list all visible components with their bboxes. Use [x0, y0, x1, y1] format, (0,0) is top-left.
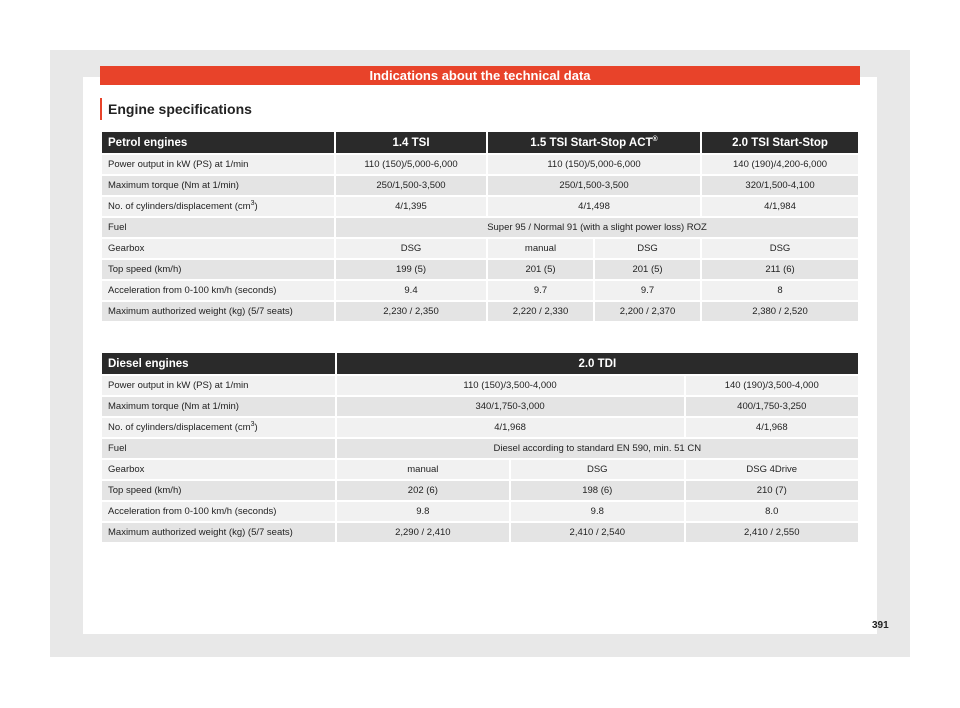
table-row: [102, 439, 858, 458]
chapter-banner: Indications about the technical data: [100, 66, 860, 85]
table-cell: 4/1,968: [337, 418, 684, 437]
table-cell: 9.7: [595, 281, 700, 300]
row-label: Acceleration from 0-100 km/h (seconds): [102, 281, 334, 300]
table-cell: 9.7: [488, 281, 593, 300]
table-cell: 2,230 / 2,350: [336, 302, 486, 321]
column-header: 2.0 TSI Start-Stop: [702, 132, 858, 153]
row-label: Maximum authorized weight (kg) (5/7 seats): [102, 523, 335, 542]
table-cell: DSG: [336, 239, 486, 258]
table-cell: 2,200 / 2,370: [595, 302, 700, 321]
row-label: Acceleration from 0-100 km/h (seconds): [102, 502, 335, 521]
table-cell: 4/1,395: [336, 197, 486, 216]
row-label: No. of cylinders/displacement $(cm^3)$: [102, 197, 334, 216]
table-row: [102, 481, 858, 500]
table-cell: 198 (6): [511, 481, 683, 500]
section-title: Engine specifications: [100, 98, 252, 120]
table-cell: 2,380 / 2,520: [702, 302, 858, 321]
row-label: No. of cylinders/displacement $(cm^3)$: [102, 418, 335, 437]
table-cell: 320/1,500-4,100: [702, 176, 858, 195]
table-cell: 9.4: [336, 281, 486, 300]
table-cell: 250/1,500-3,500: [488, 176, 700, 195]
table-cell: 210 (7): [686, 481, 858, 500]
table-row: [102, 302, 858, 321]
table-cell: 199 (5): [336, 260, 486, 279]
row-label: Top speed (km/h): [102, 260, 334, 279]
table-row: [102, 418, 858, 437]
table-cell: 8.0: [686, 502, 858, 521]
table-cell: DSG 4Drive: [686, 460, 858, 479]
table-row: [102, 376, 858, 395]
row-label: Fuel: [102, 439, 335, 458]
row-label: Power output in kW (PS) at 1/min: [102, 155, 334, 174]
row-label: Maximum torque (Nm at 1/min): [102, 176, 334, 195]
column-header: 1.4 TSI: [336, 132, 486, 153]
row-label: Gearbox: [102, 460, 335, 479]
table-row: [102, 197, 858, 216]
column-header: Petrol engines: [102, 132, 334, 153]
table-cell: 2,220 / 2,330: [488, 302, 593, 321]
petrol-engines-table: [100, 130, 860, 323]
table-header-row: [102, 353, 858, 374]
table-row: [102, 155, 858, 174]
table-cell: 250/1,500-3,500: [336, 176, 486, 195]
column-header: Diesel engines: [102, 353, 335, 374]
table-row: [102, 281, 858, 300]
table-cell: 9.8: [511, 502, 683, 521]
row-label: Maximum authorized weight (kg) (5/7 seats): [102, 302, 334, 321]
table-row: [102, 397, 858, 416]
table-row: [102, 502, 858, 521]
table-header-row: [102, 132, 858, 153]
table-cell: manual: [337, 460, 509, 479]
table-row: [102, 260, 858, 279]
registered-mark: ®: [652, 136, 658, 144]
table-cell: Diesel according to standard EN 590, min. 51 CN: [337, 439, 858, 458]
row-label: Gearbox: [102, 239, 334, 258]
table-cell: DSG: [702, 239, 858, 258]
table-row: [102, 239, 858, 258]
table-cell: 4/1,498: [488, 197, 700, 216]
table-cell: 201 (5): [595, 260, 700, 279]
row-label: Top speed (km/h): [102, 481, 335, 500]
table-cell: 9.8: [337, 502, 509, 521]
column-header: 1.5 TSI Start-Stop ACT®: [488, 132, 700, 153]
table-row: [102, 523, 858, 542]
row-label: Power output in kW (PS) at 1/min: [102, 376, 335, 395]
table-cell: 202 (6): [337, 481, 509, 500]
table-row: [102, 460, 858, 479]
table-cell: Super 95 / Normal 91 (with a slight power loss) ROZ: [336, 218, 858, 237]
row-label: Fuel: [102, 218, 334, 237]
table-cell: 8: [702, 281, 858, 300]
row-label: Maximum torque (Nm at 1/min): [102, 397, 335, 416]
table-row: [102, 176, 858, 195]
table-cell: 2,410 / 2,540: [511, 523, 683, 542]
table-cell: 340/1,750-3,000: [337, 397, 684, 416]
diesel-engines-table: [100, 351, 860, 544]
table-cell: 110 (150)/5,000-6,000: [336, 155, 486, 174]
table-cell: 140 (190)/4,200-6,000: [702, 155, 858, 174]
table-cell: 2,410 / 2,550: [686, 523, 858, 542]
table-cell: 110 (150)/3,500-4,000: [337, 376, 684, 395]
column-header: 2.0 TDI: [337, 353, 858, 374]
table-cell: DSG: [595, 239, 700, 258]
table-row: [102, 218, 858, 237]
table-cell: DSG: [511, 460, 683, 479]
table-cell: 211 (6): [702, 260, 858, 279]
table-cell: 4/1,968: [686, 418, 858, 437]
table-cell: 140 (190)/3,500-4,000: [686, 376, 858, 395]
table-cell: 400/1,750-3,250: [686, 397, 858, 416]
table-cell: 110 (150)/5,000-6,000: [488, 155, 700, 174]
page-number: 391: [872, 620, 889, 631]
table-cell: 4/1,984: [702, 197, 858, 216]
table-cell: manual: [488, 239, 593, 258]
table-cell: 201 (5): [488, 260, 593, 279]
table-cell: 2,290 / 2,410: [337, 523, 509, 542]
